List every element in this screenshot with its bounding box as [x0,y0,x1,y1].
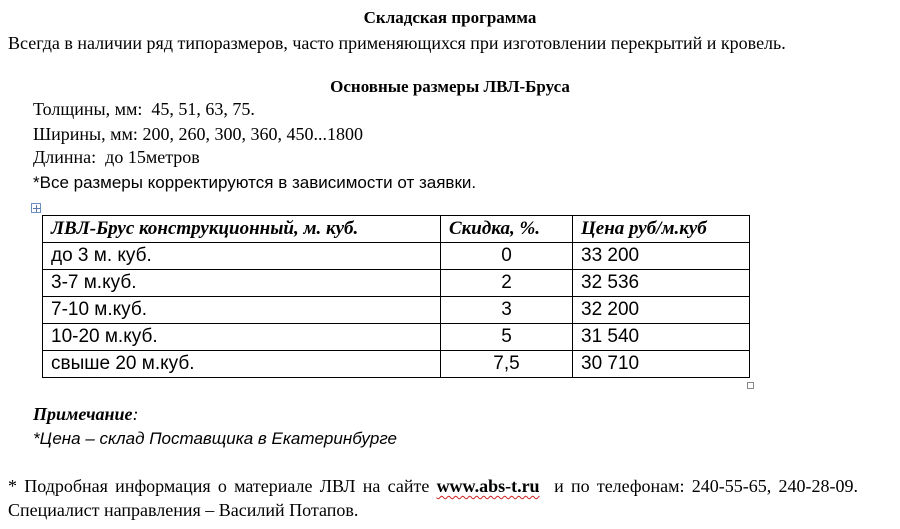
cell-price: 31 540 [573,324,750,351]
price-table [42,215,750,378]
length-values: до 15метров [105,147,200,167]
table-header-row [43,216,750,243]
table-row [43,324,750,351]
cell-volume: 7-10 м.куб. [43,297,441,324]
footer-paragraph [8,474,858,522]
cell-volume: свыше 20 м.куб. [43,351,441,378]
table-row [43,351,750,378]
table-row [43,270,750,297]
cell-price: 32 200 [573,297,750,324]
length-label: Длинна: [33,147,97,167]
width-line [33,124,363,145]
width-values: 200, 260, 300, 360, 450...1800 [142,124,363,144]
table-row [43,297,750,324]
footer-prefix: * Подробная информация о материале ЛВЛ на сайте [8,476,430,496]
header-price: Цена руб/м.куб [573,216,750,243]
thickness-values: 45, 51, 63, 75. [151,99,255,119]
thickness-label: Толщины, мм: [33,99,143,119]
cell-volume: 3-7 м.куб. [43,270,441,297]
intro-paragraph: Всегда в наличии ряд типоразмеров, часто применяющихся при изготовлении перекрытий и кровель. [8,33,786,53]
cell-price: 30 710 [573,351,750,378]
note-text: *Цена – склад Поставщика в Екатеринбурге [33,429,397,448]
note-colon: : [132,404,139,424]
length-line [33,147,200,168]
table-resize-handle[interactable] [747,382,754,389]
cell-volume: до 3 м. куб. [43,243,441,270]
sizes-note: *Все размеры корректируются в зависимости от заявки. [33,173,477,192]
cell-price: 33 200 [573,243,750,270]
cell-price: 32 536 [573,270,750,297]
page-title: Складская программа [363,8,537,27]
cell-discount: 0 [441,243,573,270]
cell-discount: 7,5 [441,351,573,378]
header-volume: ЛВЛ-Брус конструкционный, м. куб. [43,216,441,243]
section-subtitle: Основные размеры ЛВЛ-Бруса [330,77,570,96]
width-label: Ширины, мм: [33,124,138,144]
cell-discount: 5 [441,324,573,351]
table-move-handle-icon[interactable] [31,203,41,213]
cell-volume: 10-20 м.куб. [43,324,441,351]
note-heading-text: Примечание [33,404,133,424]
thickness-line [33,99,255,120]
cell-discount: 2 [441,270,573,297]
cell-discount: 3 [441,297,573,324]
note-heading [33,404,139,425]
footer-contacts: и по телефонам: 240-55-65, 240-28-09. Специалист направления – Василий Потапов. [8,476,859,520]
footer-site-link[interactable]: www.abs-t.ru [436,476,540,496]
table-row [43,243,750,270]
header-discount: Скидка, %. [441,216,573,243]
